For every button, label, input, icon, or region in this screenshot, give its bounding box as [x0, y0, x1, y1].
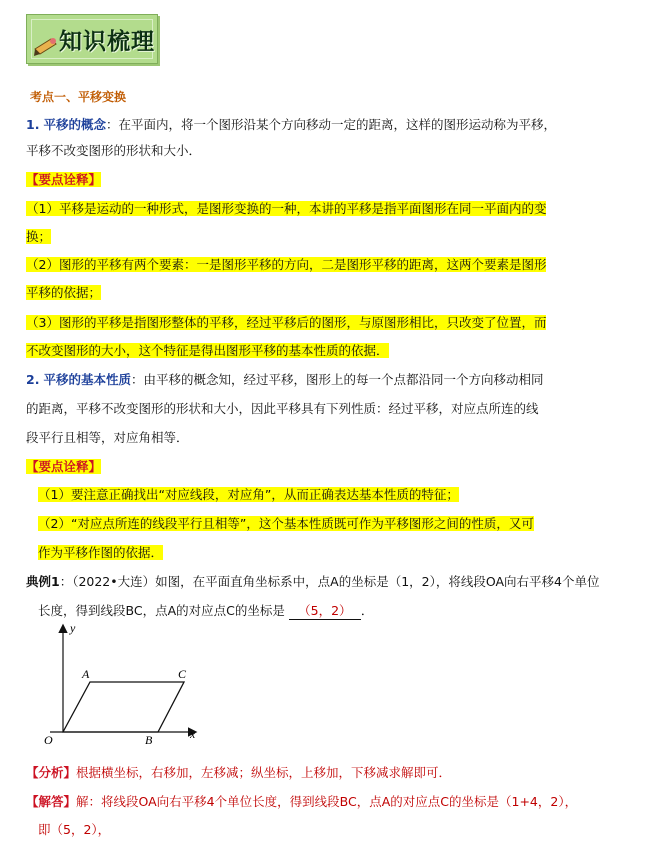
item2-line1 [26, 372, 543, 388]
note1-line4 [26, 285, 101, 301]
example-text1: ：（2022•大连）如图，在平面直角坐标系中，点A的坐标是（1，2），将线段OA向右平移4个单位 [59, 574, 600, 589]
item2-line3: 段平行且相等，对应角相等． [26, 430, 189, 445]
example-text2a: 长度，得到线段BC，点A的对应点C的坐标是 [38, 603, 285, 618]
point-O-label: O [44, 733, 53, 747]
note1-line3 [26, 257, 546, 273]
solution-line2: 即（5，2）， [38, 822, 111, 837]
note2-text2: （2）“对应点所连的线段平行且相等”，这个基本性质既可作为平移图形之间的性质，又可 [38, 516, 534, 531]
section-banner [26, 14, 158, 64]
note1-text6: 不改变图形的大小，这个特征是得出图形平移的基本性质的依据． [26, 343, 389, 358]
note1-line1 [26, 201, 546, 217]
parallelogram-OACB [63, 682, 184, 732]
example-label: 典例1 [26, 574, 60, 589]
note1-text2: 换； [26, 229, 52, 244]
note2-text1: （1）要注意正确找出“对应线段，对应角”，从而正确表达基本性质的特征； [38, 487, 459, 502]
example-line2 [38, 603, 373, 620]
item1-term: 平移的概念 [43, 117, 106, 132]
item1-text1: ：在平面内，将一个图形沿某个方向移动一定的距离，这样的图形运动称为平移， [105, 117, 556, 132]
item2-number: 2. [26, 372, 40, 387]
item2-term: 平移的基本性质 [43, 372, 131, 387]
item1-number: 1. [26, 117, 40, 132]
item2-line2: 的距离，平移不改变图形的形状和大小，因此平移具有下列性质：经过平移，对应点所连的线 [26, 401, 539, 416]
section-heading: 考点一、平移变换 [30, 90, 127, 104]
pencil-icon [33, 35, 59, 57]
point-C-label: C [178, 667, 187, 681]
example-answer-blank [289, 603, 361, 620]
solution-text1: 解：将线段OA向右平移4个单位长度，得到线段BC，点A的对应点C的坐标是（1+4，2）， [76, 794, 578, 809]
example-line1 [26, 574, 599, 590]
note1-text4: 平移的依据； [26, 285, 102, 300]
coordinate-figure [30, 620, 210, 750]
note1-line2 [26, 229, 51, 245]
banner-title: 知识梳理 [59, 29, 155, 55]
item1-line2: 平移不改变图形的形状和大小． [26, 143, 202, 158]
analysis-line [26, 765, 451, 781]
note1-tag: 【要点诠释】 [26, 172, 102, 187]
note2-line2 [38, 516, 534, 532]
note1-line5 [26, 315, 546, 331]
note1-text5: （3）图形的平移是指图形整体的平移，经过平移后的图形，与原图形相比，只改变了位置，而 [26, 315, 547, 330]
analysis-text: 根据横坐标，右移加，左移减；纵坐标，上移加，下移减求解即可． [76, 765, 452, 780]
solution-line1 [26, 794, 577, 810]
note2-text3: 作为平移作图的依据． [38, 545, 164, 560]
note1-tag-line [26, 172, 101, 188]
note1-text1: （1）平移是运动的一种形式，是图形变换的一种，本讲的平移是指平面图形在同一平面内的变 [26, 201, 547, 216]
analysis-tag: 【分析】 [26, 765, 77, 780]
point-A-label: A [82, 667, 90, 681]
note1-line6 [26, 343, 389, 359]
example-answer: （5，2） [298, 603, 352, 618]
point-B-label: B [145, 733, 153, 747]
item1-line1 [26, 117, 556, 133]
note2-line1 [38, 487, 459, 503]
example-text2b: ． [360, 603, 374, 618]
note2-tag-line [26, 459, 101, 475]
note2-line3 [38, 545, 163, 561]
y-axis-label: y [70, 621, 76, 635]
x-axis-label: x [190, 727, 196, 741]
solution-tag: 【解答】 [26, 794, 77, 809]
note1-text3: （2）图形的平移有两个要素：一是图形平移的方向，二是图形平移的距离，这两个要素是图形 [26, 257, 547, 272]
item2-text1: ：由平移的概念知，经过平移，图形上的每一个点都沿同一个方向移动相同 [130, 372, 544, 387]
note2-tag: 【要点诠释】 [26, 459, 102, 474]
